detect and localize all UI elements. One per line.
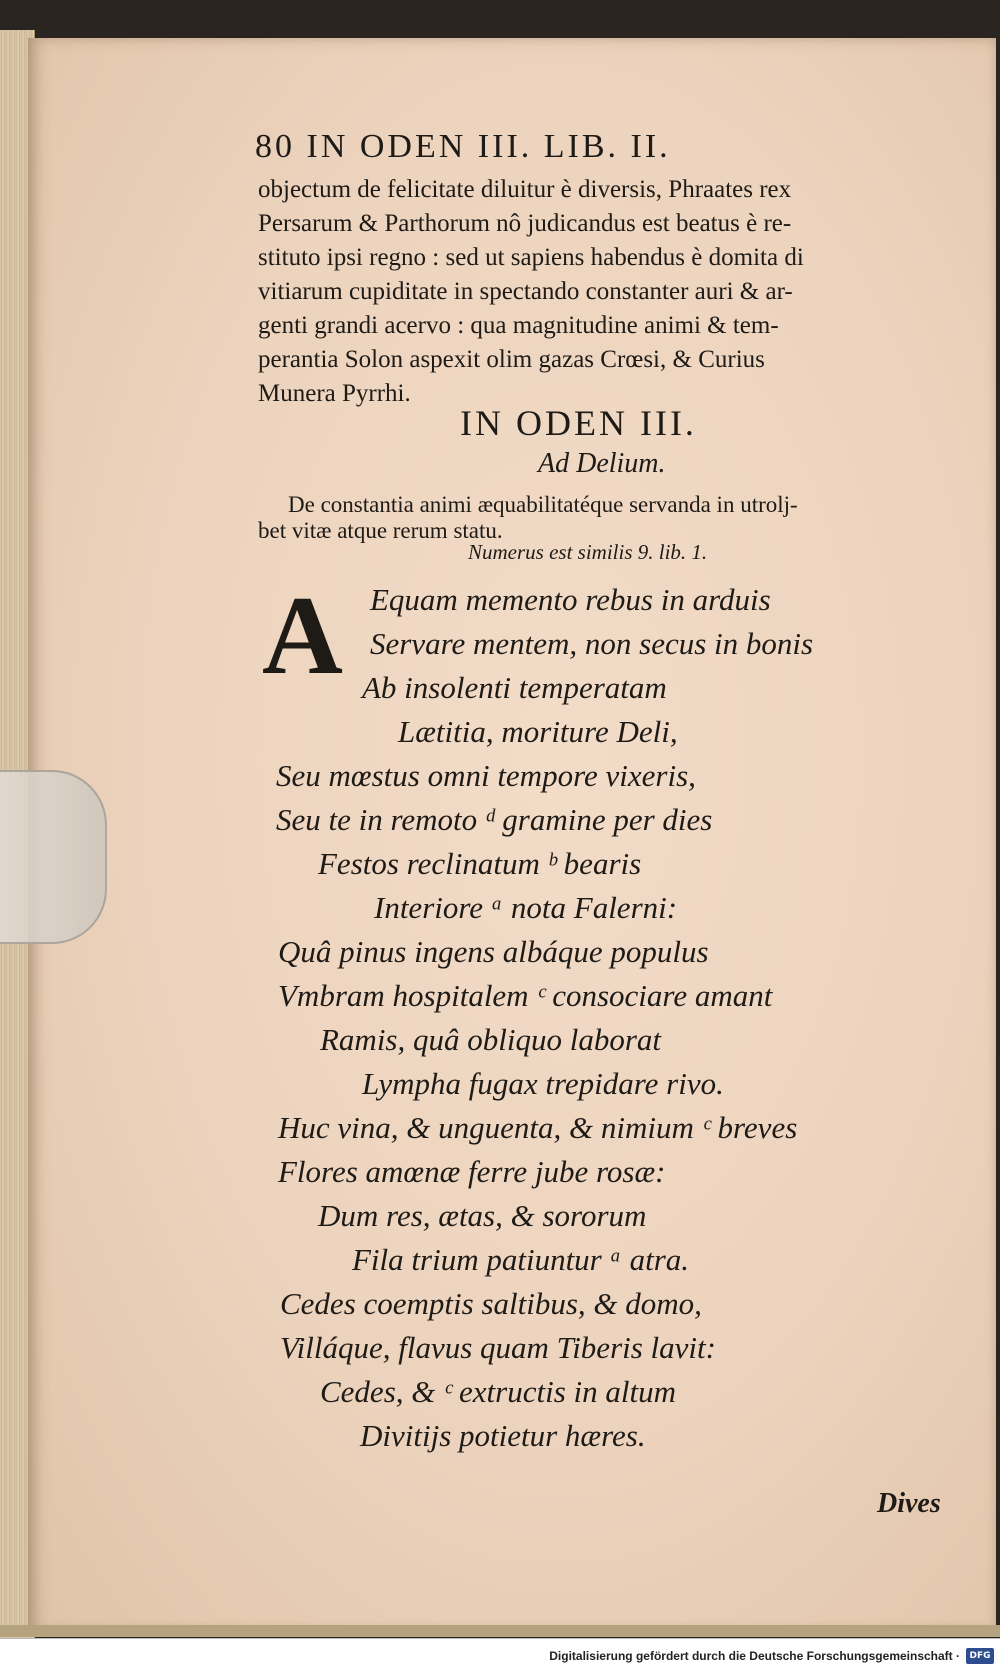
verse-line: Flores amœnæ ferre jube rosæ:: [278, 1154, 666, 1189]
verse-line: Cedes, & ᶜ extructis in altum: [320, 1374, 676, 1409]
drop-cap: A: [262, 574, 343, 698]
verse-line: Servare mentem, non secus in bonis: [370, 626, 814, 661]
verse-line: Divitijs potietur hæres.: [360, 1418, 646, 1453]
ode-title: IN ODEN III.: [460, 403, 697, 443]
verse-line: Ab insolenti temperatam: [362, 670, 667, 705]
prose-line: vitiarum cupiditate in spectando constanter auri & ar-: [258, 278, 793, 305]
verse-line: Villáque, flavus quam Tiberis lavit:: [280, 1330, 716, 1365]
footer-bar: [0, 1638, 1000, 1675]
verse-line: Interiore ᵃ nota Falerni:: [374, 890, 678, 925]
verse-line: Cedes coemptis saltibus, & domo,: [280, 1286, 702, 1321]
prose-line: perantia Solon aspexit olim gazas Crœsi, & Curius: [258, 346, 765, 373]
meter-note: Numerus est similis 9. lib. 1.: [468, 540, 708, 564]
prose-line: genti grandi acervo : qua magnitudine animi & tem-: [258, 312, 779, 339]
dfg-logo-icon: DFG: [966, 1648, 994, 1664]
footer-credit: Digitalisierung gefördert durch die Deutsche Forschungsgemeinschaft ·: [549, 1649, 960, 1663]
book-bottom-edge: [0, 1625, 1000, 1637]
verse-line: Huc vina, & unguenta, & nimium ᶜ breves: [278, 1110, 798, 1145]
verse-line: Dum res, ætas, & sororum: [318, 1198, 647, 1233]
prose-line: Munera Pyrrhi.: [258, 380, 411, 407]
verse-line: Ramis, quâ obliquo laborat: [320, 1022, 662, 1057]
page-clip: [0, 770, 107, 944]
verse-line: Vmbram hospitalem ᶜ consociare amant: [278, 978, 773, 1013]
prose-line: Persarum & Parthorum nô judicandus est beatus è re-: [258, 210, 792, 237]
ode-subtitle: Ad Delium.: [538, 448, 666, 479]
prose-line: stituto ipsi regno : sed ut sapiens habendus è domita di: [258, 244, 804, 271]
argument-line: bet vitæ atque rerum statu.: [258, 518, 503, 543]
verse-line: Quâ pinus ingens albáque populus: [278, 934, 709, 969]
catchword: Dives: [877, 1488, 941, 1519]
verse-line: Lympha fugax trepidare rivo.: [362, 1066, 724, 1101]
verse-line: Festos reclinatum ᵇ bearis: [318, 846, 642, 881]
verse-line: Seu mœstus omni tempore vixeris,: [276, 758, 696, 793]
verse-line: Seu te in remoto ᵈ gramine per dies: [276, 802, 713, 837]
verse-line: Fila trium patiuntur ᵃ atra.: [352, 1242, 690, 1277]
prose-line: objectum de felicitate diluitur è diversis, Phraates rex: [258, 176, 792, 203]
argument-line: De constantia animi æquabilitatéque servanda in utrolj-: [288, 492, 798, 517]
verse-line: Equam memento rebus in arduis: [370, 582, 771, 617]
running-head: 80 IN ODEN III. LIB. II.: [255, 128, 671, 165]
verse-line: Lætitia, moriture Deli,: [398, 714, 678, 749]
